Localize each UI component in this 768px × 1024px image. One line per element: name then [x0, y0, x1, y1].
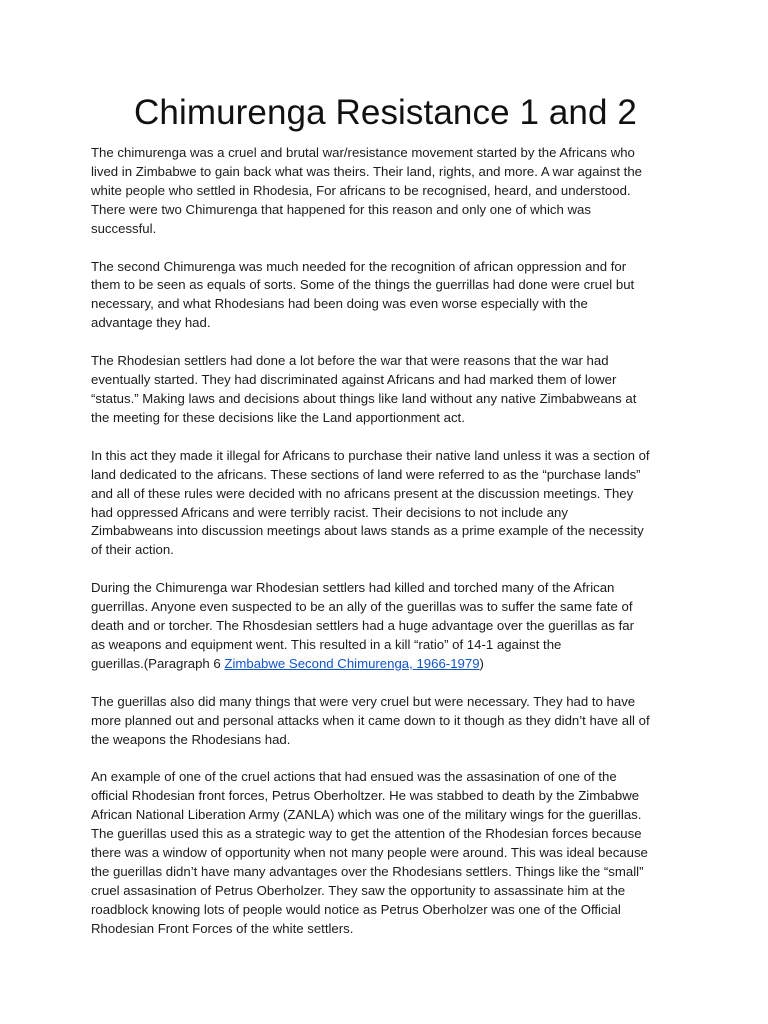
paragraph-4: In this act they made it illegal for Africans to purchase their native land unless it was a section of land dedicated to the africans. These sections of land were referred to as the “purchase lands” and all of these rules were decided with no africans present at the discussion meetings. They had oppressed Africans and were terribly racist. Their decisions to not include any Zimbabweans into discussion meetings about laws stands as a prime example of the necessity of their action. [91, 447, 650, 558]
paragraph-3: The Rhodesian settlers had done a lot before the war that were reasons that the war had eventually started. They had discriminated against Africans and had marked them of lower “status.” Making laws and decisions about things like land without any native Zimbabweans at the meeting for these decisions like the Land apportionment act. [91, 353, 637, 425]
paragraph-5 [91, 579, 680, 674]
paragraph-1: The chimurenga was a cruel and brutal war/resistance movement started by the Africans who lived in Zimbabwe to gain back what was theirs. Their land, rights, and more. A war against the white people who settled in Rhodesia, For africans to be recognised, heard, and understood. There were two Chimurenga that happened for this reason and only one of which was successful. [91, 145, 642, 236]
paragraph-7: An example of one of the cruel actions that had ensued was the assasination of one of the official Rhodesian front forces, Petrus Oberholtzer. He was stabbed to death by the Zimbabwe African National Liberation Army (ZANLA) which was one of the military wings for the guerillas. The guerillas used this as a strategic way to get the attention of the Rhodesian forces because there was a window of opportunity when not many people were around. This was ideal because the guerillas didn’t have many advantages over the Rhodesians settlers. Things like the “small” cruel assasination of Petrus Oberholzer. They saw the opportunity to assassinate him at the roadblock knowing lots of people would notice as Petrus Oberholzer was one of the Official Rhodesian Front Forces of the white settlers. [91, 769, 648, 936]
document-title: Chimurenga Resistance 1 and 2 [134, 93, 637, 132]
paragraph-5-closing: ) [479, 655, 484, 671]
paragraph-5-text: During the Chimurenga war Rhodesian settlers had killed and torched many of the African guerrillas. Anyone even suspected to be an ally of the guerillas was to suffer the same fate of death and or torcher. The Rhosdesian settlers had a huge advantage over the guerillas as far as weapons and equipment went. This resulted in a kill “ratio” of 14-1 against the guerillas.(Paragraph 6 [91, 580, 634, 671]
source-link[interactable]: Zimbabwe Second Chimurenga, 1966-1979 [224, 655, 480, 671]
paragraph-2: The second Chimurenga was much needed for the recognition of african oppression and for them to be seen as equals of sorts. Some of the things the guerrillas had done were cruel but necessary, and what Rhodesians had been doing was even worse especially with the advantage they had. [91, 258, 635, 331]
paragraph-6: The guerillas also did many things that were very cruel but were necessary. They had to have more planned out and personal attacks when it came down to it though as they didn’t have all of the weapons the Rhodesians had. [91, 693, 650, 747]
